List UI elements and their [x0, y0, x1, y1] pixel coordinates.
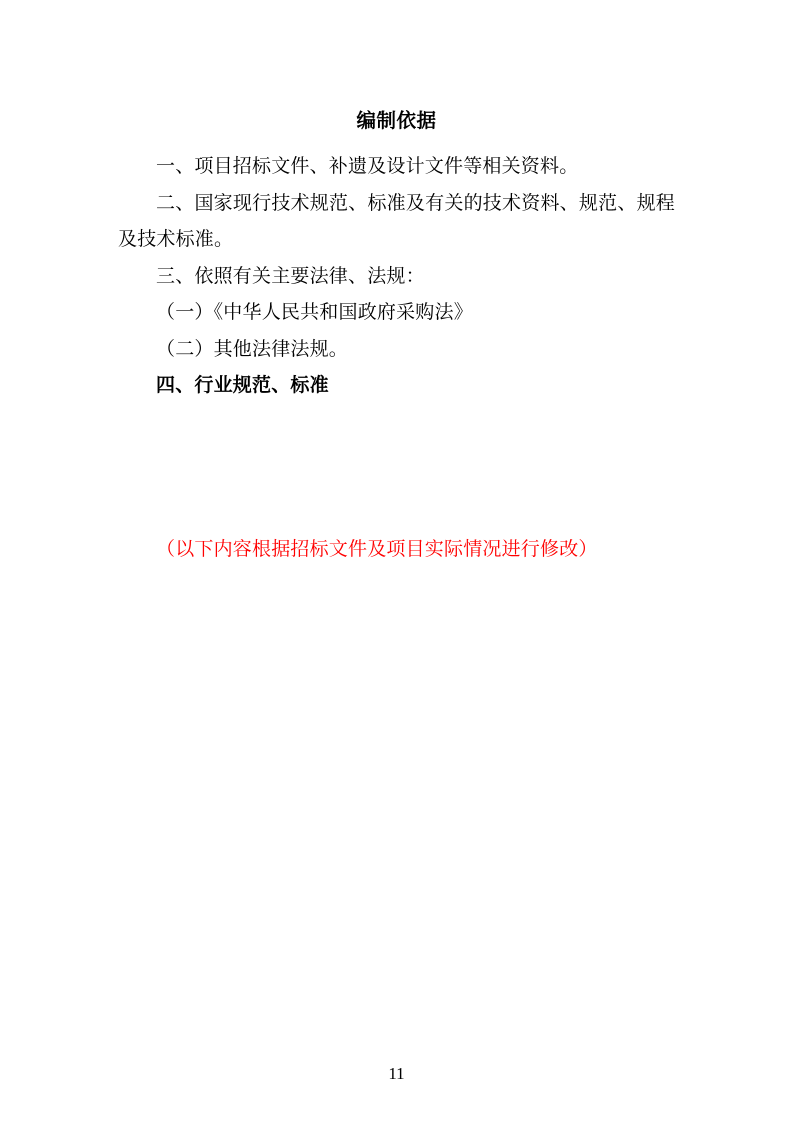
page-number: 11 — [388, 1064, 405, 1083]
editorial-note: （以下内容根据招标文件及项目实际情况进行修改） — [156, 539, 598, 561]
paragraph-6: 四、行业规范、标准 — [156, 375, 329, 396]
paragraph-5: （二）其他法律法规。 — [156, 338, 349, 360]
paragraph-2: 二、国家现行技术规范、标准及有关的技术资料、规范、规程及技术标准。 — [118, 192, 675, 251]
page-title: 编制依据 — [356, 111, 437, 132]
paragraph-3: 三、依照有关主要法律、法规： — [156, 265, 425, 287]
vertical-spacer — [118, 404, 675, 532]
paragraph-4: （一）《中华人民共和国政府采购法》 — [156, 302, 473, 324]
paragraph-1: 一、项目招标文件、补遗及设计文件等相关资料。 — [156, 156, 579, 178]
